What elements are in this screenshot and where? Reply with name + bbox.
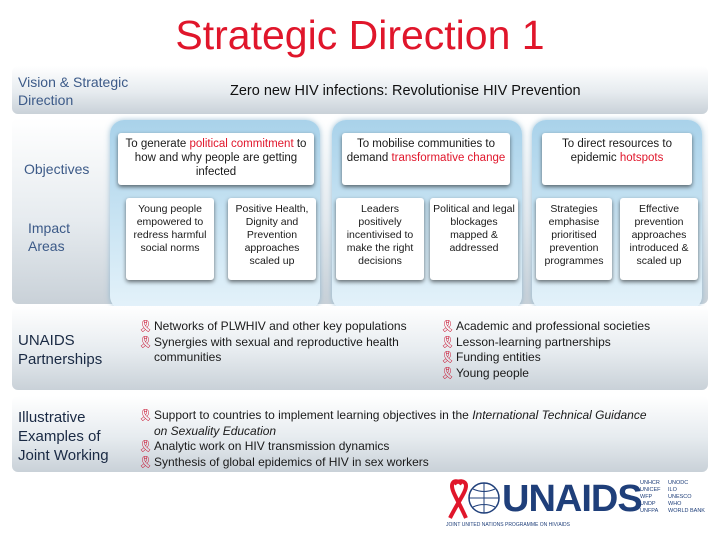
example-1-italic: International Technical Guidance on Sexuality Education <box>154 408 647 438</box>
example-3-text: Synthesis of global epidemics of HIV in sex workers <box>154 454 429 469</box>
ribbon-logo-icon <box>440 478 500 522</box>
cosponsors-col-2 <box>668 480 705 515</box>
impact-box-4: Political and legal blockages mapped & addressed <box>430 198 518 280</box>
objectives-label: Objectives <box>24 161 90 177</box>
impact-box-1: Young people empowered to redress harmful social norms <box>126 198 214 280</box>
list-item <box>440 366 700 382</box>
objective-2-highlight: transformative change <box>391 152 506 164</box>
impact-box-6: Effective prevention approaches introduced & scaled up <box>620 198 698 280</box>
cosponsor-name: UNICEF <box>640 487 661 493</box>
cosponsor-name: WHO <box>668 501 682 507</box>
list-item-text: Young people <box>456 365 529 380</box>
list-item <box>138 408 658 439</box>
example-2-text: Analytic work on HIV transmission dynamics <box>154 439 390 453</box>
vision-text: Zero new HIV infections: Revolutionise HIV Prevention <box>230 83 581 99</box>
ribbon-icon: 🎗︎ <box>138 439 154 453</box>
ribbon-icon: 🎗︎ <box>440 334 456 349</box>
list-item <box>440 319 700 335</box>
page-title: Strategic Direction 1 <box>175 12 545 58</box>
objective-2-text: To mobilise communities to demand <box>346 138 496 164</box>
list-item-text: Academic and professional societies <box>456 319 651 333</box>
ribbon-icon: 🎗︎ <box>440 319 456 333</box>
list-item <box>138 319 428 335</box>
cosponsor-name: UNDP <box>640 501 656 507</box>
ribbon-icon: 🎗︎ <box>440 365 456 380</box>
cosponsors-col-1 <box>640 480 660 515</box>
list-item <box>440 335 700 351</box>
objective-box-1 <box>118 133 314 185</box>
objective-3-text: To direct resources to epidemic <box>562 138 672 164</box>
objective-box-2 <box>342 133 510 185</box>
list-item <box>138 439 658 455</box>
unaids-logo <box>440 476 712 536</box>
ribbon-icon: 🎗︎ <box>138 408 154 422</box>
partnerships-right-list <box>440 319 700 381</box>
logo-text: UNAIDS <box>502 478 642 520</box>
logo-tagline: JOINT UNITED NATIONS PROGRAMME ON HIV/AIDS <box>446 522 570 528</box>
objective-box-3 <box>542 133 692 185</box>
ribbon-icon: 🎗︎ <box>138 319 154 333</box>
cosponsor-name: UNFPA <box>640 508 659 514</box>
cosponsor-name: UNHCR <box>640 480 660 486</box>
examples-label: Illustrative Examples of Joint Working <box>18 409 109 464</box>
objective-1-text: To generate <box>125 138 190 150</box>
cosponsor-name: UNODC <box>668 480 689 486</box>
ribbon-icon: 🎗︎ <box>138 454 154 469</box>
impact-areas-label: Impact Areas <box>28 220 71 254</box>
cosponsor-name: UNESCO <box>668 494 692 500</box>
objective-1-highlight: political commitment <box>189 138 294 150</box>
list-item <box>138 455 658 471</box>
objective-3-highlight: hotspots <box>619 152 664 164</box>
list-item-text: Networks of PLWHIV and other key populations <box>154 319 407 333</box>
objective-1-text-end: to how and why people are getting infected <box>134 138 307 178</box>
ribbon-icon: 🎗︎ <box>440 350 456 364</box>
list-item-text: Lesson-learning partnerships <box>456 334 611 349</box>
cosponsor-name: WFP <box>640 494 653 500</box>
impact-box-3: Leaders positively incentivised to make the right decisions <box>336 198 424 280</box>
vision-label: Vision & Strategic Direction <box>18 74 129 108</box>
examples-list <box>138 408 658 470</box>
list-item-text: Synergies with sexual and reproductive health communities <box>154 334 399 364</box>
list-item <box>440 350 700 366</box>
example-1-text: Support to countries to implement learning objectives in the <box>154 408 473 422</box>
list-item-text: Funding entities <box>456 350 541 364</box>
list-item <box>138 335 428 366</box>
impact-box-5: Strategies emphasise prioritised prevention programmes <box>536 198 612 280</box>
partnerships-label: UNAIDS Partnerships <box>18 332 103 368</box>
impact-box-2: Positive Health, Dignity and Prevention approaches scaled up <box>228 198 316 280</box>
ribbon-icon: 🎗︎ <box>138 334 154 349</box>
cosponsor-name: ILO <box>668 487 677 493</box>
cosponsor-name: WORLD BANK <box>668 508 705 514</box>
partnerships-left-list <box>138 319 428 366</box>
